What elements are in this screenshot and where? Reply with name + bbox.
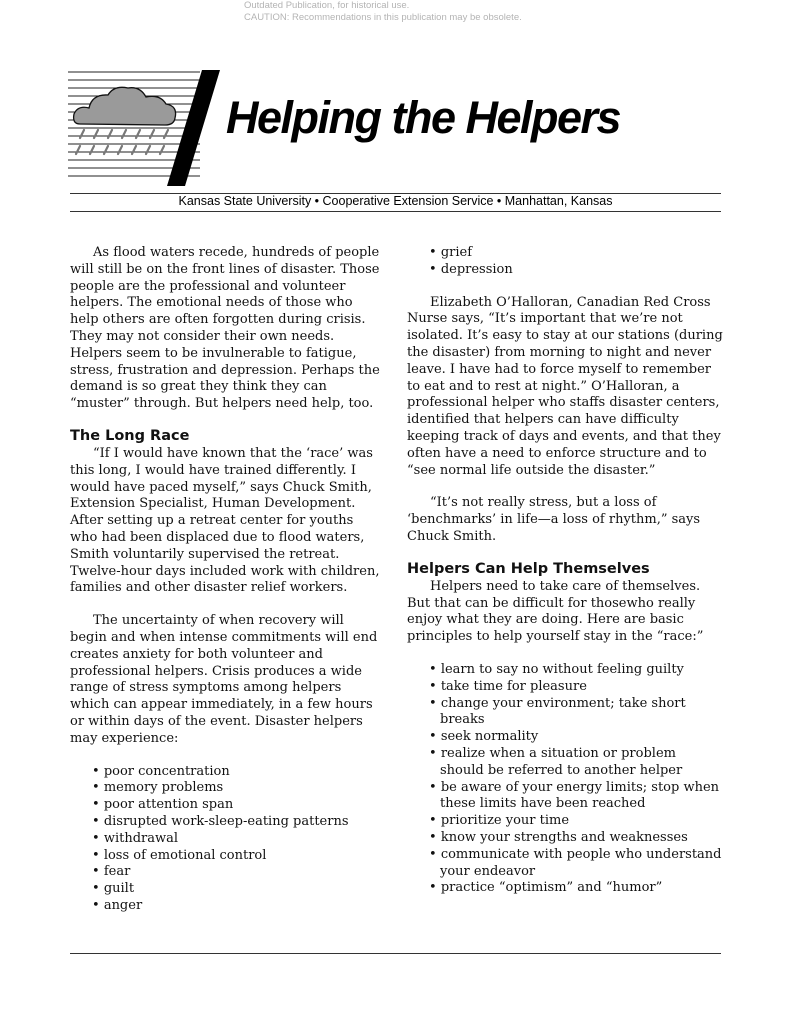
notice-line-2: CAUTION: Recommendations in this publication may be obsolete. [244,12,522,23]
tips-list [407,662,723,897]
subtitle: Kansas State University • Cooperative Extension Service • Manhattan, Kansas [178,194,613,208]
list-item: • learn to say no without feeling guilty [429,662,723,679]
list-item: • take time for pleasure [429,679,723,696]
list-item: • anger [92,898,382,915]
list-item: • poor concentration [92,764,382,781]
list-item: • disrupted work-sleep-eating patterns [92,814,382,831]
list-item: • guilt [92,881,382,898]
intro-paragraph: As flood waters recede, hundreds of people will still be on the front lines of disaster. Those people are the professional and volunteer helpers. The emotional needs of those who help others are often forgotten during crisis. They may not consider their own needs. Helpers seem to be invulnerable to fatigue, stress, frustration and depression. Perhaps the demand is so great they think they can “muster” through. But helpers need help, too. [70,245,380,412]
section-heading-helpers: Helpers Can Help Themselves [407,560,650,577]
list-item: • loss of emotional control [92,848,382,865]
left-column [70,245,382,915]
long-race-paragraph-1: “If I would have known that the ‘race’ was this long, I would have trained differently. I would have paced myself,” says Chuck Smith, Extension Specialist, Human Development. After setting up a retreat center for youths who had been displaced due to flood waters, Smith voluntarily supervised the retreat. Twelve-hour days included work with children, families and other disaster relief workers. [70,445,380,596]
list-item: • depression [429,262,723,279]
page-title: Helping the Helpers [226,92,621,143]
ohalloran-paragraph: Elizabeth O’Halloran, Canadian Red Cross Nurse says, “It’s important that we’re not isolated. It’s easy to stay at our stations (during the disaster) from morning to night and never leave. I have had to force myself to remember to eat and to rest at night.” O’Halloran, a professional helper who staffs disaster centers, identified that helpers can have difficulty keeping track of days and events, and that they often have a need to enforce structure and to “see normal life outside the disaster.” [407,294,723,478]
outdated-notice [244,0,522,24]
list-item: • practice “optimism” and “humor” [429,880,723,897]
smith-quote-paragraph: “It’s not really stress, but a loss of ‘benchmarks’ in life—a loss of rhythm,” says Chuck Smith. [407,495,701,544]
list-item: • grief [429,245,723,262]
list-item: • prioritize your time [429,813,723,830]
symptom-list-continued [407,245,723,279]
list-item: • seek normality [429,729,723,746]
list-item: • realize when a situation or problem should be referred to another helper [429,746,723,780]
list-item: • change your environment; take short breaks [429,696,723,730]
right-column [407,245,723,897]
rain-cloud-icon [68,68,228,188]
section-heading-long-race: The Long Race [70,427,190,444]
header-rule-bottom [70,211,721,212]
helpers-paragraph: Helpers need to take care of themselves. But that can be difficult for thosewho really enjoy what they are doing. Here are basic principles to help yourself stay in the “race:” [407,578,704,645]
long-race-paragraph-2: The uncertainty of when recovery will begin and when intense commitments will end creates anxiety for both volunteer and professional helpers. Crisis produces a wide range of stress symptoms among helpers which can appear immediately, in a few hours or within days of the event. Disaster helpers may experience: [70,613,378,746]
symptom-list [70,764,382,915]
list-item: • fear [92,864,382,881]
list-item: • communicate with people who understand your endeavor [429,847,723,881]
list-item: • poor attention span [92,797,382,814]
list-item: • memory problems [92,780,382,797]
list-item: • be aware of your energy limits; stop when these limits have been reached [429,780,723,814]
notice-line-1: Outdated Publication, for historical use. [244,0,410,11]
list-item: • know your strengths and weaknesses [429,830,723,847]
list-item: • withdrawal [92,831,382,848]
footer-rule [70,953,721,954]
